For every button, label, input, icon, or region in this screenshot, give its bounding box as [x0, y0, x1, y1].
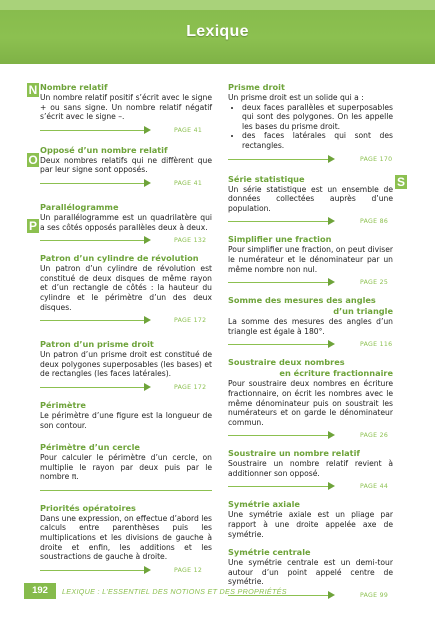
entry-definition: Un parallélogramme est un quadrilatère qui a ses côtés opposés parallèles deux à deux. [40, 212, 212, 232]
reference-line [228, 159, 328, 160]
lexicon-entry [228, 234, 393, 289]
entry-definition: Une symétrie axiale est un pliage par rapport à une droite appelée axe de symétrie. [228, 510, 393, 539]
lexicon-entry [228, 357, 393, 442]
entry-definition: Le périmètre d’une figure est la longueur de son contour. [40, 410, 212, 430]
page-link[interactable]: PAGE 172 [174, 317, 207, 325]
reference-line [228, 282, 328, 283]
reference-line [228, 486, 328, 487]
left-column [40, 82, 212, 583]
entry-term: Série statistique [228, 173, 305, 184]
entry-definition: Une symétrie centrale est un demi-tour autour d’un point appelé centre de symétrie. [228, 558, 393, 587]
entry-term: Parallélogramme [40, 201, 119, 212]
definition-intro: Un prisme droit est un solide qui a : [228, 93, 364, 102]
entry-definition: Pour calculer le périmètre d’un cercle, on multiplie le rayon par deux puis par le nombre π. [40, 453, 212, 482]
page-link[interactable]: PAGE 132 [174, 237, 207, 245]
entry-term: Prisme droit [228, 82, 285, 92]
reference-line [40, 320, 144, 321]
page-link[interactable]: PAGE 170 [360, 155, 393, 163]
arrow-icon [144, 126, 151, 134]
entry-term: Opposé d’un nombre relatif [40, 144, 168, 155]
page-reference [228, 153, 393, 166]
lexicon-entry [40, 202, 212, 247]
entry-definition [228, 93, 393, 151]
arrow-icon [328, 278, 335, 286]
entry-definition: Pour simplifier une fraction, on peut diviser le numérateur et le dénominateur par un même nombre non nul. [228, 245, 393, 274]
arrow-icon [328, 591, 335, 599]
entry-term: Symétrie axiale [228, 499, 300, 510]
arrow-icon [144, 316, 151, 324]
entry-definition: Soustraire un nombre relatif revient à additionner son opposé. [228, 459, 393, 478]
entry-term: Soustraire deux nombres [228, 357, 345, 368]
entry-definition: Un série statistique est un ensemble de données collectées auprès d’une population. [228, 184, 393, 213]
entry-term: Soustraire un nombre relatif [228, 448, 360, 459]
entry-definition: La somme des mesures des angles d’un triangle est égale à 180°. [228, 317, 393, 336]
page-link[interactable]: PAGE 26 [360, 432, 389, 440]
lexicon-entry [40, 253, 212, 327]
page-link[interactable]: PAGE 172 [174, 383, 207, 391]
page-link[interactable]: PAGE 44 [360, 483, 389, 491]
header-highlight [0, 0, 435, 10]
bullet-item: • deux faces parallèles et superposables qui sont des polygones. On les appelle les bases du prisme droit. [242, 103, 393, 132]
page-reference [40, 484, 212, 497]
entry-term: Symétrie centrale [228, 547, 311, 558]
reference-line [40, 183, 144, 184]
right-column [228, 82, 393, 608]
arrow-icon [328, 482, 335, 490]
entry-definition: Pour soustraire deux nombres en écriture fractionnaire, on écrit les nombres avec le même dénominateur puis on soustrait les numérateurs et on garde le dénominateur commun. [228, 379, 393, 427]
lexicon-entry [228, 82, 393, 166]
section-letter-s: S [396, 175, 405, 189]
page-reference [228, 215, 393, 228]
page-title: Lexique [186, 23, 249, 40]
entry-term-continued: en écriture fractionnaire [279, 368, 393, 379]
running-footer: LEXIQUE : L’ESSENTIEL DES NOTIONS ET DES PROPRIÉTÉS [62, 587, 287, 596]
entry-term: Nombre relatif [40, 82, 108, 92]
entry-term: Patron d’un prisme droit [40, 339, 154, 350]
lexicon-entry [40, 82, 212, 137]
entry-term: Somme des mesures des angles [228, 295, 376, 306]
lexicon-entry [228, 174, 393, 229]
entry-term: Priorités opératoires [40, 502, 136, 513]
bullet-item: • des faces latérales qui sont des rectangles. [242, 131, 393, 150]
arrow-icon [144, 383, 151, 391]
arrow-icon [328, 155, 335, 163]
lexicon-entry [228, 499, 393, 539]
arrow-icon [328, 217, 335, 225]
lexicon-entry [40, 442, 212, 497]
page-link[interactable]: PAGE 99 [360, 592, 389, 600]
page-reference [40, 177, 212, 190]
lexicon-entry [40, 400, 212, 430]
reference-line [40, 130, 144, 131]
page-link[interactable]: PAGE 41 [174, 179, 203, 187]
page-link[interactable]: PAGE 25 [360, 279, 389, 287]
definition-bullets [228, 103, 393, 151]
entry-definition: Dans une expression, on effectue d’abord les calculs entre parenthèses puis les multiplications et les divisions de gauche à droite et enfin, les additions et les soustractions de gauche à droite. [40, 513, 212, 562]
entry-term: Périmètre [40, 399, 86, 410]
section-letter-o: O [28, 153, 38, 167]
page-link[interactable]: PAGE 116 [360, 341, 393, 349]
arrow-icon [144, 179, 151, 187]
lexicon-entry [40, 503, 212, 577]
arrow-icon [328, 340, 335, 348]
arrow-icon [328, 431, 335, 439]
page-reference [40, 381, 212, 394]
reference-line [228, 435, 328, 436]
page-link[interactable]: PAGE 41 [174, 126, 203, 134]
page-header [0, 0, 435, 64]
reference-line [40, 490, 212, 491]
entry-term: Patron d’un cylindre de révolution [40, 253, 199, 264]
page-reference [40, 124, 212, 137]
section-letter-n: N [28, 83, 38, 97]
entry-term: Périmètre d’un cercle [40, 442, 140, 453]
entry-definition: Deux nombres relatifs qui ne diffèrent que par leur signe sont opposés. [40, 155, 212, 175]
reference-line [40, 387, 144, 388]
entry-term-continued: d’un triangle [333, 306, 393, 317]
reference-line [40, 570, 144, 571]
lexicon-entry [40, 339, 212, 394]
page-reference [228, 480, 393, 493]
entry-term: Simplifier une fraction [228, 234, 332, 245]
reference-line [228, 344, 328, 345]
lexicon-entry [228, 295, 393, 351]
page-reference [228, 338, 393, 351]
entry-definition: Un patron d’un prisme droit est constitué de deux polygones superposables (les bases) et de rectangles (les faces latérales). [40, 350, 212, 379]
page-reference [228, 429, 393, 442]
section-letter-p: P [28, 219, 37, 233]
arrow-icon [144, 566, 151, 574]
page-reference [228, 276, 393, 289]
page-reference [40, 234, 212, 247]
page-link[interactable]: PAGE 12 [174, 566, 203, 574]
page-number: 192 [24, 583, 56, 599]
reference-line [40, 240, 144, 241]
page-link[interactable]: PAGE 86 [360, 218, 389, 226]
page-reference [40, 564, 212, 577]
reference-line [228, 221, 328, 222]
arrow-icon [144, 236, 151, 244]
entry-definition: Un patron d’un cylindre de révolution est constitué de deux disques de même rayon et d’un rectangle de côtés : la hauteur du cylindre et le périmètre d’un des deux disques. [40, 264, 212, 312]
entry-definition: Un nombre relatif positif s’écrit avec le signe + ou sans signe. Un nombre relatif négatif s’écrit avec le signe –. [40, 93, 212, 122]
lexicon-entry [228, 448, 393, 493]
page-reference [40, 314, 212, 327]
lexicon-entry [40, 145, 212, 190]
